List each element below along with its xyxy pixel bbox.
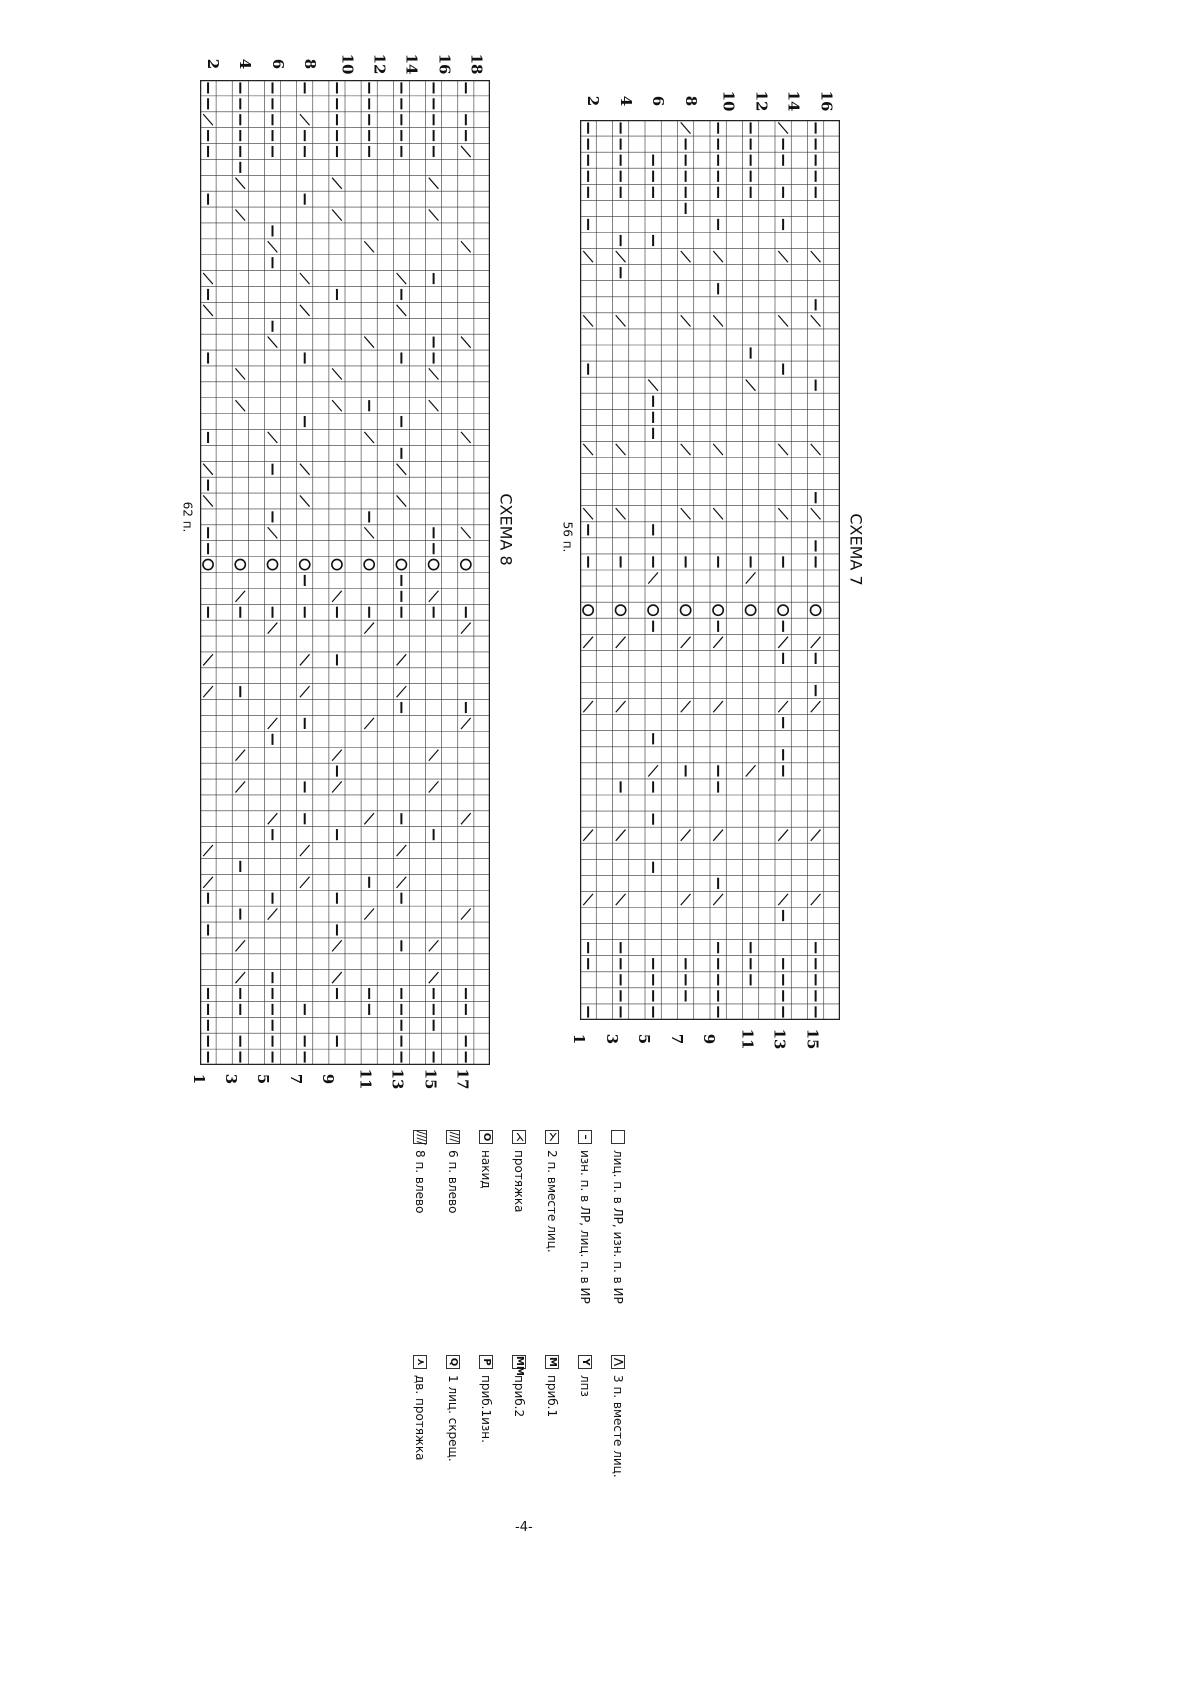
chart-schema-7: [580, 120, 840, 1020]
decrease-mark: [681, 508, 691, 519]
row-number-odd: 3: [222, 1073, 241, 1085]
decrease-mark: [364, 337, 374, 348]
legend-item: [512, 1355, 526, 1417]
decrease-mark: [648, 765, 658, 776]
decrease-mark: [397, 273, 407, 284]
decrease-mark: [583, 444, 593, 455]
row-number-odd: 17: [453, 1068, 472, 1090]
row-number-odd: 11: [737, 1028, 756, 1050]
legend-symbol-icon: O: [479, 1130, 493, 1144]
decrease-mark: [583, 830, 593, 841]
legend-item: [512, 1130, 526, 1212]
row-number-odd: 1: [570, 1033, 589, 1045]
decrease-mark: [300, 305, 310, 316]
row-number-even: 6: [649, 95, 668, 107]
decrease-mark: [429, 368, 439, 379]
row-number-even: 12: [752, 90, 771, 112]
row-number-even: 8: [681, 95, 700, 107]
decrease-mark: [268, 337, 278, 348]
row-number-even: 16: [435, 53, 454, 75]
decrease-mark: [203, 654, 213, 665]
row-number-odd: 7: [286, 1073, 305, 1085]
decrease-mark: [778, 701, 788, 712]
decrease-mark: [397, 845, 407, 856]
decrease-mark: [332, 940, 342, 951]
decrease-mark: [778, 315, 788, 326]
row-number-even: 8: [300, 58, 319, 70]
row-number-odd: 11: [356, 1068, 375, 1090]
row-number-even: 18: [467, 53, 486, 75]
row-number-odd: 5: [254, 1073, 273, 1085]
row-number-odd: 13: [388, 1068, 407, 1090]
legend-symbol-icon: Y: [578, 1355, 592, 1369]
decrease-mark: [332, 209, 342, 220]
decrease-mark: [778, 122, 788, 133]
yarn-over-mark: [203, 559, 213, 569]
decrease-mark: [713, 637, 723, 648]
decrease-mark: [235, 940, 245, 951]
legend-label: лпз: [578, 1375, 592, 1397]
legend-label: 6 п. влево: [446, 1150, 460, 1214]
row-number-even: 6: [268, 58, 287, 70]
row-number-odd: 1: [190, 1073, 209, 1085]
decrease-mark: [616, 315, 626, 326]
row-number-even: 14: [402, 53, 421, 75]
decrease-mark: [811, 251, 821, 262]
decrease-mark: [713, 830, 723, 841]
decrease-mark: [364, 813, 374, 824]
decrease-mark: [746, 572, 756, 583]
chart-7-title: СХЕМА 7: [846, 513, 866, 586]
legend-label: приб.2: [512, 1375, 526, 1418]
decrease-mark: [300, 114, 310, 125]
legend-item: [446, 1130, 460, 1213]
decrease-mark: [746, 380, 756, 391]
yarn-over-mark: [429, 559, 439, 569]
legend-symbol-icon: [611, 1130, 625, 1144]
decrease-mark: [203, 273, 213, 284]
yarn-over-mark: [680, 605, 690, 615]
yarn-over-mark: [300, 559, 310, 569]
decrease-mark: [364, 527, 374, 538]
decrease-mark: [300, 495, 310, 506]
decrease-mark: [811, 894, 821, 905]
row-number-even: 12: [370, 53, 389, 75]
decrease-mark: [713, 894, 723, 905]
chart-7-grid: [580, 120, 840, 1020]
decrease-mark: [332, 591, 342, 602]
legend-label: накид: [479, 1150, 493, 1189]
decrease-mark: [681, 315, 691, 326]
decrease-mark: [778, 637, 788, 648]
legend-symbol-icon: P: [479, 1355, 493, 1369]
row-number-even: 10: [719, 90, 738, 112]
decrease-mark: [616, 508, 626, 519]
decrease-mark: [397, 305, 407, 316]
row-number-odd: 5: [635, 1033, 654, 1045]
legend-label: лиц. п. в ЛР, изн. п. в ИР: [611, 1150, 625, 1304]
decrease-mark: [300, 654, 310, 665]
chart-8-title: СХЕМА 8: [496, 493, 516, 566]
yarn-over-mark: [745, 605, 755, 615]
decrease-mark: [648, 572, 658, 583]
decrease-mark: [778, 508, 788, 519]
decrease-mark: [332, 972, 342, 983]
decrease-mark: [364, 432, 374, 443]
row-number-odd: 7: [667, 1033, 686, 1045]
legend-symbol-icon: ⋋: [547, 1132, 558, 1142]
decrease-mark: [811, 830, 821, 841]
decrease-mark: [203, 877, 213, 888]
decrease-mark: [429, 591, 439, 602]
legend-item: [446, 1355, 460, 1462]
decrease-mark: [235, 368, 245, 379]
yarn-over-mark: [235, 559, 245, 569]
chart-8-grid: [200, 80, 490, 1065]
decrease-mark: [397, 654, 407, 665]
legend-item: [479, 1130, 493, 1189]
legend-label: 8 п. влево: [413, 1150, 427, 1214]
decrease-mark: [268, 813, 278, 824]
legend-label: 2 п. вместе лиц.: [545, 1150, 559, 1253]
legend-item: [413, 1130, 427, 1213]
decrease-mark: [778, 251, 788, 262]
decrease-mark: [461, 432, 471, 443]
row-number-odd: 9: [700, 1033, 719, 1045]
decrease-mark: [681, 701, 691, 712]
legend-label: 1 лиц. скрещ.: [446, 1375, 460, 1462]
decrease-mark: [713, 251, 723, 262]
decrease-mark: [203, 845, 213, 856]
yarn-over-mark: [713, 605, 723, 615]
decrease-mark: [397, 495, 407, 506]
decrease-mark: [268, 909, 278, 920]
legend-symbol-icon: ⋏: [413, 1355, 427, 1369]
decrease-mark: [778, 830, 788, 841]
decrease-mark: [616, 894, 626, 905]
chart-8-stitch-count: 62 п.: [180, 501, 195, 533]
decrease-mark: [811, 637, 821, 648]
decrease-mark: [268, 241, 278, 252]
legend-item: [545, 1355, 559, 1417]
decrease-mark: [746, 765, 756, 776]
decrease-mark: [397, 686, 407, 697]
decrease-mark: [811, 444, 821, 455]
row-number-odd: 9: [319, 1073, 338, 1085]
decrease-mark: [616, 444, 626, 455]
decrease-mark: [429, 209, 439, 220]
decrease-mark: [681, 251, 691, 262]
decrease-mark: [268, 623, 278, 634]
yarn-over-mark: [778, 605, 788, 615]
decrease-mark: [429, 972, 439, 983]
decrease-mark: [429, 781, 439, 792]
yarn-over-mark: [461, 559, 471, 569]
decrease-mark: [235, 400, 245, 411]
page-number: -4-: [515, 1520, 533, 1535]
legend-label: приб.1изн.: [479, 1375, 493, 1443]
decrease-mark: [681, 122, 691, 133]
decrease-mark: [203, 495, 213, 506]
decrease-mark: [300, 464, 310, 475]
decrease-mark: [461, 909, 471, 920]
row-number-even: 2: [204, 58, 223, 70]
decrease-mark: [461, 813, 471, 824]
decrease-mark: [332, 781, 342, 792]
legend-symbol-icon: Q: [446, 1355, 460, 1369]
decrease-mark: [583, 637, 593, 648]
legend-symbol-icon: –: [578, 1130, 592, 1144]
yarn-over-mark: [648, 605, 658, 615]
decrease-mark: [811, 701, 821, 712]
decrease-mark: [616, 251, 626, 262]
decrease-mark: [268, 432, 278, 443]
decrease-mark: [300, 273, 310, 284]
legend-item: [578, 1355, 592, 1397]
decrease-mark: [300, 877, 310, 888]
yarn-over-mark: [396, 559, 406, 569]
row-number-odd: 15: [802, 1028, 821, 1050]
legend-symbol-icon: MM: [514, 1356, 525, 1376]
decrease-mark: [235, 750, 245, 761]
legend-symbol-icon: ⧸⧸⧸⧸: [415, 1131, 426, 1145]
decrease-mark: [681, 830, 691, 841]
yarn-over-mark: [615, 605, 625, 615]
decrease-mark: [364, 909, 374, 920]
decrease-mark: [364, 623, 374, 634]
legend-item: [611, 1355, 625, 1478]
yarn-over-mark: [810, 605, 820, 615]
row-number-even: 10: [338, 53, 357, 75]
legend-label: протяжка: [512, 1150, 526, 1213]
row-number-odd: 15: [420, 1068, 439, 1090]
decrease-mark: [332, 750, 342, 761]
yarn-over-mark: [332, 559, 342, 569]
legend-label: приб.1: [545, 1375, 559, 1418]
decrease-mark: [300, 845, 310, 856]
legend-label: дв. протяжка: [413, 1375, 427, 1461]
decrease-mark: [235, 209, 245, 220]
decrease-mark: [332, 368, 342, 379]
row-number-even: 14: [784, 90, 803, 112]
decrease-mark: [681, 894, 691, 905]
decrease-mark: [461, 146, 471, 157]
legend-symbol-icon: ⋀: [611, 1355, 625, 1369]
row-number-odd: 13: [770, 1028, 789, 1050]
legend-symbol-icon: ⧸⧸⧸: [448, 1131, 459, 1143]
row-number-even: 4: [616, 95, 635, 107]
legend-label: 3 п. вместе лиц.: [611, 1375, 625, 1478]
decrease-mark: [364, 241, 374, 252]
decrease-mark: [203, 686, 213, 697]
legend-symbol-icon: M: [545, 1355, 559, 1369]
decrease-mark: [235, 178, 245, 189]
decrease-mark: [713, 444, 723, 455]
row-number-even: 4: [236, 58, 255, 70]
legend-item: [578, 1130, 592, 1304]
decrease-mark: [713, 701, 723, 712]
yarn-over-mark: [267, 559, 277, 569]
decrease-mark: [461, 241, 471, 252]
decrease-mark: [461, 718, 471, 729]
decrease-mark: [203, 305, 213, 316]
decrease-mark: [203, 464, 213, 475]
decrease-mark: [429, 750, 439, 761]
decrease-mark: [583, 894, 593, 905]
decrease-mark: [648, 380, 658, 391]
decrease-mark: [616, 701, 626, 712]
decrease-mark: [300, 686, 310, 697]
decrease-mark: [397, 464, 407, 475]
decrease-mark: [332, 400, 342, 411]
decrease-mark: [778, 444, 788, 455]
decrease-mark: [713, 508, 723, 519]
decrease-mark: [681, 637, 691, 648]
decrease-mark: [681, 444, 691, 455]
decrease-mark: [461, 337, 471, 348]
decrease-mark: [461, 527, 471, 538]
decrease-mark: [235, 972, 245, 983]
decrease-mark: [583, 315, 593, 326]
decrease-mark: [811, 315, 821, 326]
decrease-mark: [583, 251, 593, 262]
legend-item: [611, 1130, 625, 1304]
yarn-over-mark: [364, 559, 374, 569]
decrease-mark: [811, 508, 821, 519]
decrease-mark: [583, 701, 593, 712]
row-number-even: 16: [817, 90, 836, 112]
decrease-mark: [429, 178, 439, 189]
decrease-mark: [268, 718, 278, 729]
legend-item: [413, 1355, 427, 1460]
chart-7-stitch-count: 56 п.: [560, 521, 575, 553]
decrease-mark: [616, 830, 626, 841]
decrease-mark: [332, 178, 342, 189]
decrease-mark: [268, 527, 278, 538]
legend-label: изн. п. в ЛР, лиц. п. в ИР: [578, 1150, 592, 1304]
decrease-mark: [461, 623, 471, 634]
row-number-odd: 3: [602, 1033, 621, 1045]
legend-item: [545, 1130, 559, 1253]
legend-item: [479, 1355, 493, 1443]
decrease-mark: [429, 400, 439, 411]
decrease-mark: [429, 940, 439, 951]
row-number-even: 2: [584, 95, 603, 107]
legend-symbol-icon: ⋌: [514, 1132, 525, 1142]
decrease-mark: [203, 114, 213, 125]
decrease-mark: [778, 894, 788, 905]
decrease-mark: [364, 718, 374, 729]
decrease-mark: [616, 637, 626, 648]
chart-schema-8: [200, 80, 490, 1065]
decrease-mark: [235, 591, 245, 602]
decrease-mark: [713, 315, 723, 326]
decrease-mark: [583, 508, 593, 519]
decrease-mark: [235, 781, 245, 792]
decrease-mark: [397, 877, 407, 888]
yarn-over-mark: [583, 605, 593, 615]
